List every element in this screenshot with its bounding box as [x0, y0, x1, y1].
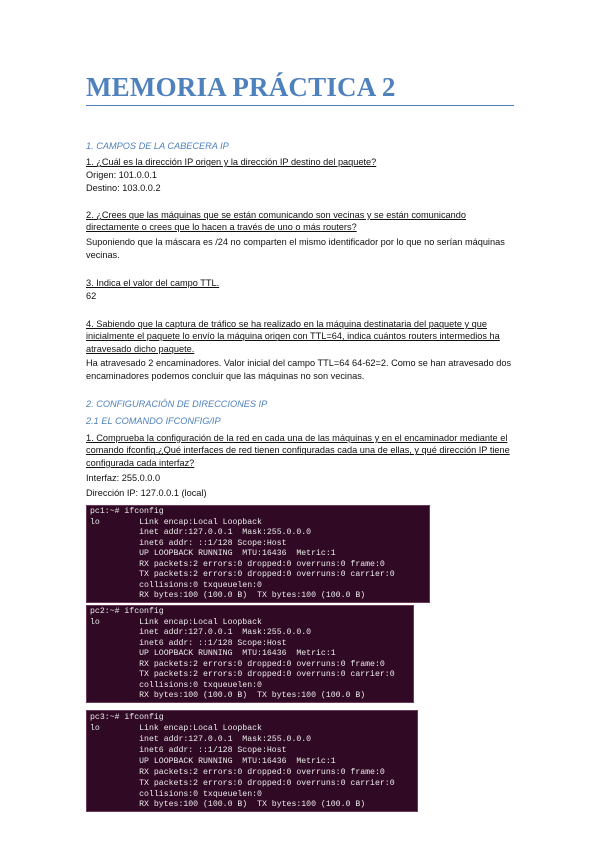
- question-1-3: 3. Indica el valor del campo TTL.: [86, 278, 220, 288]
- document-title: MEMORIA PRÁCTICA 2: [86, 72, 396, 102]
- question-1-1: 1. ¿Cuál es la dirección IP origen y la dirección IP destino del paquete?: [86, 157, 377, 167]
- terminal-line: RX packets:2 errors:0 dropped:0 overruns:0 frame:0: [90, 659, 385, 669]
- terminal-line: inet6 addr: ::1/128 Scope:Host: [90, 538, 287, 548]
- answer-2-1-interfaz: Interfaz: 255.0.0.0: [86, 473, 161, 483]
- terminal-line: UP LOOPBACK RUNNING MTU:16436 Metric:1: [90, 757, 336, 766]
- terminal-line: pc2:~# ifconfig: [90, 607, 164, 616]
- section-2-1-subheading: 2.1 EL COMANDO IFCONFIG/IP: [86, 416, 221, 426]
- terminal-pc1: [86, 505, 430, 603]
- question-2-1: 1. Comprueba la configuración de la red en cada una de las máquinas y en el encaminador mediante el comando ifconfig.¿Qué interfaces de red tienen configuradas cada una de ellas, y qué dirección IP tiene configurada cada interfaz?: [86, 433, 510, 468]
- terminal-line: lo Link encap:Local Loopback: [90, 517, 262, 527]
- answer-2-1-direccion: Dirección IP: 127.0.0.1 (local): [86, 488, 207, 498]
- terminal-pc3: [86, 710, 418, 812]
- answer-1-3: 62: [86, 291, 97, 301]
- terminal-line: inet addr:127.0.0.1 Mask:255.0.0.0: [90, 528, 312, 537]
- terminal-line: UP LOOPBACK RUNNING MTU:16436 Metric:1: [90, 649, 336, 658]
- terminal-line: RX packets:2 errors:0 dropped:0 overruns:0 frame:0: [90, 768, 385, 777]
- terminal-line: RX bytes:100 (100.0 B) TX bytes:100 (100.0 B): [90, 800, 366, 809]
- terminal-line: lo Link encap:Local Loopback: [90, 617, 262, 627]
- answer-1-2: Suponiendo que la máscara es /24 no comparten el mismo identificador por lo que no serían máquinas vecinas.: [86, 237, 505, 260]
- answer-1-1-destino: Destino: 103.0.0.2: [86, 183, 161, 193]
- terminal-pc2: [86, 605, 414, 703]
- question-1-4: 4. Sabiendo que la captura de tráfico se ha realizado en la máquina destinataria del paquete y que inicialmente el paquete lo envío la máquina origen con TTL=64, indica cuántos routers intermedios ha atravesado dicho paquete.: [86, 319, 500, 354]
- terminal-line: collisions:0 txqueuelen:0: [90, 790, 262, 799]
- terminal-line: inet addr:127.0.0.1 Mask:255.0.0.0: [90, 628, 312, 637]
- terminal-line: collisions:0 txqueuelen:0: [90, 580, 262, 590]
- terminal-line: TX packets:2 errors:0 dropped:0 overruns:0 carrier:0: [90, 779, 395, 788]
- terminal-line: UP LOOPBACK RUNNING MTU:16436 Metric:1: [90, 549, 336, 558]
- terminal-line: inet6 addr: ::1/128 Scope:Host: [90, 746, 287, 755]
- terminal-line: RX bytes:100 (100.0 B) TX bytes:100 (100.0 B): [90, 691, 366, 700]
- terminal-line: collisions:0 txqueuelen:0: [90, 680, 262, 690]
- terminal-line: RX packets:2 errors:0 dropped:0 overruns:0 frame:0: [90, 559, 385, 569]
- terminal-line: RX bytes:100 (100.0 B) TX bytes:100 (100.0 B): [90, 591, 366, 600]
- terminal-line: lo Link encap:Local Loopback: [90, 724, 262, 733]
- section-2-heading: 2. CONFIGURACIÓN DE DIRECCIONES IP: [86, 399, 268, 409]
- terminal-line: inet6 addr: ::1/128 Scope:Host: [90, 638, 287, 648]
- terminal-line: pc1:~# ifconfig: [90, 507, 164, 516]
- terminal-line: TX packets:2 errors:0 dropped:0 overruns:0 carrier:0: [90, 670, 395, 679]
- terminal-line: pc3:~# ifconfig: [90, 713, 164, 722]
- title-underline: [86, 105, 514, 106]
- section-1-heading: 1. CAMPOS DE LA CABECERA IP: [86, 141, 229, 151]
- terminal-line: TX packets:2 errors:0 dropped:0 overruns:0 carrier:0: [90, 570, 395, 579]
- answer-1-4: Ha atravesado 2 encaminadores. Valor inicial del campo TTL=64 64-62=2. Como se han atravesado dos encaminadores podemos concluir que las máquinas no son vecinas.: [86, 358, 512, 381]
- answer-1-1-origen: Origen: 101.0.0.1: [86, 170, 157, 180]
- question-1-2: 2. ¿Crees que las máquinas que se están comunicando son vecinas y se están comunicando directamente o crees que lo hacen a través de uno o más routers?: [86, 210, 466, 233]
- terminal-line: inet addr:127.0.0.1 Mask:255.0.0.0: [90, 735, 312, 744]
